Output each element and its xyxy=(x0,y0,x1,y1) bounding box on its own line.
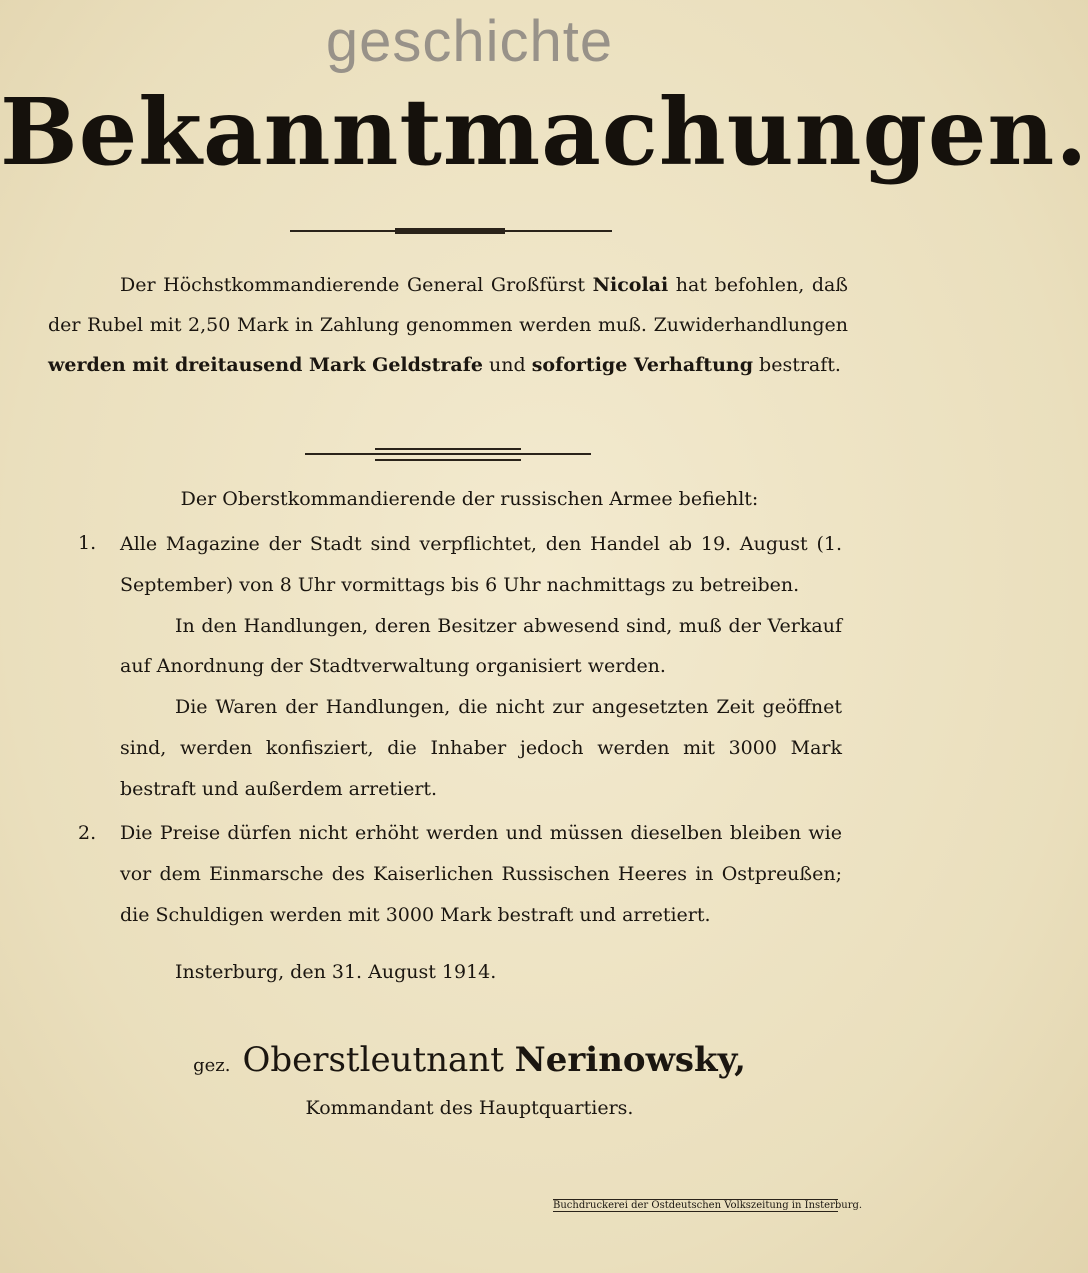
para-text-2: hat befohlen, daß der Rubel mit 2,50 Mark in Zahlung genommen werden muß. Zuwiderhandlungen xyxy=(48,274,848,336)
divider-top-accent xyxy=(395,228,505,234)
printer-imprint: Buchdruckerei der Ostdeutschen Volkszeitung in Insterburg. xyxy=(553,1200,863,1211)
penalty-arrest: sofortige Verhaftung xyxy=(531,354,753,376)
para-text-1: Der Höchstkommandierende General Großfürst xyxy=(120,274,593,296)
announcement-paragraph xyxy=(48,265,848,385)
divider-middle-upper xyxy=(375,448,521,450)
item-1-number: 1. xyxy=(78,532,97,554)
para-text-4: bestraft. xyxy=(753,354,841,376)
item-1-para-3: Die Waren der Handlungen, die nicht zur angesetzten Zeit geöffnet sind, werden konfisziert, die Inhaber jedoch werden mit 3000 Mark bestraft und außerdem arretiert. xyxy=(120,696,842,800)
item-2-para-1: Die Preise dürfen nicht erhöht werden und müssen dieselben bleiben wie vor dem Einmarsche des Kaiserlichen Russischen Heeres in Ostpreußen; die Schuldigen werden mit 3000 Mark bestraft und arretiert. xyxy=(120,822,842,926)
item-1-para-2: In den Handlungen, deren Besitzer abwesend sind, muß der Verkauf auf Anordnung der Stadtverwaltung organisiert werden. xyxy=(120,614,842,678)
signature-name: Nerinowsky, xyxy=(514,1040,746,1080)
para-text-3: und xyxy=(482,354,532,376)
order-intro: Der Oberstkommandierende der russischen Armee befiehlt: xyxy=(180,488,759,510)
item-2-text xyxy=(120,813,842,935)
place-date: Insterburg, den 31. August 1914. xyxy=(175,961,497,983)
page-title: Bekanntmachungen. xyxy=(0,78,1088,186)
signature-line xyxy=(0,1040,939,1080)
commandant-title: Kommandant des Hauptquartiers. xyxy=(305,1097,634,1119)
grand-duke-name: Nicolai xyxy=(592,274,669,296)
penalty-fine: werden mit dreitausend Mark Geldstrafe xyxy=(48,354,483,376)
item-1-para-1: Alle Magazine der Stadt sind verpflichtet, den Handel ab 19. August (1. September) von 8 Uhr vormittags bis 6 Uhr nachmittags zu betreiben. xyxy=(120,533,842,596)
divider-middle-lower xyxy=(375,459,521,461)
signature-gez: gez. xyxy=(193,1055,231,1076)
divider-middle xyxy=(305,453,591,455)
item-2-number: 2. xyxy=(78,822,97,844)
signature-rank: Oberstleutnant xyxy=(242,1040,515,1080)
watermark: geschichte xyxy=(325,9,614,74)
item-1-text xyxy=(120,524,842,810)
